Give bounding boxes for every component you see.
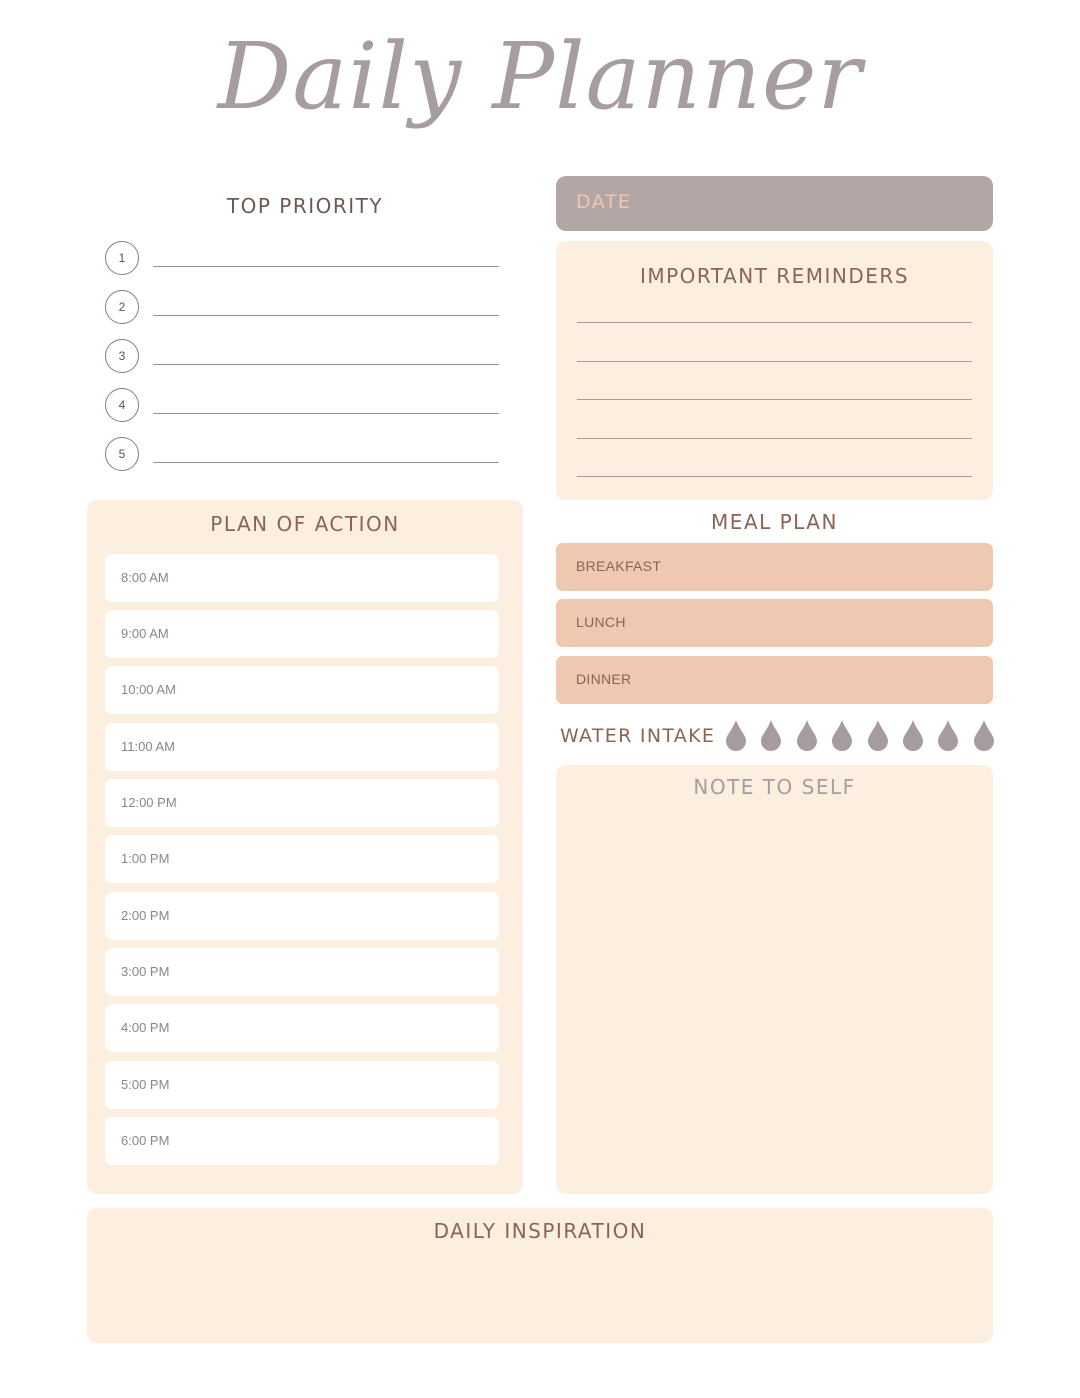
daily-inspiration-heading: DAILY INSPIRATION <box>433 1219 647 1243</box>
reminder-line[interactable] <box>577 476 972 477</box>
water-drop-icon[interactable] <box>937 719 959 751</box>
priority-number: 1 <box>105 241 139 275</box>
daily-inspiration-panel[interactable] <box>87 1208 993 1343</box>
reminder-line[interactable] <box>577 361 972 362</box>
date-label: DATE <box>576 191 632 213</box>
top-priority-panel <box>87 176 523 484</box>
priority-number: 5 <box>105 437 139 471</box>
reminders-heading: IMPORTANT REMINDERS <box>639 264 910 288</box>
page-title: Daily Planner <box>217 23 863 130</box>
note-to-self-heading: NOTE TO SELF <box>693 775 856 799</box>
water-intake-label: WATER INTAKE <box>560 725 716 747</box>
priority-item[interactable] <box>105 290 501 324</box>
priority-number: 4 <box>105 388 139 422</box>
plan-of-action-panel <box>87 500 523 1194</box>
meal-plan-heading: MEAL PLAN <box>711 510 838 534</box>
priority-line <box>153 315 499 316</box>
priority-item[interactable] <box>105 437 501 471</box>
time-slot[interactable]: 5:00 PM <box>105 1061 499 1109</box>
date-field[interactable] <box>556 176 993 231</box>
water-drop-icon[interactable] <box>796 719 818 751</box>
top-priority-heading: TOP PRIORITY <box>226 194 384 218</box>
water-drop-icon[interactable] <box>831 719 853 751</box>
time-slot[interactable]: 3:00 PM <box>105 948 499 996</box>
water-drop-icon[interactable] <box>973 719 995 751</box>
time-slot[interactable]: 2:00 PM <box>105 892 499 940</box>
plan-of-action-heading: PLAN OF ACTION <box>210 512 400 536</box>
water-drop-icon[interactable] <box>725 719 747 751</box>
priority-item[interactable] <box>105 388 501 422</box>
time-slot[interactable]: 8:00 AM <box>105 554 499 602</box>
note-to-self-panel[interactable] <box>556 765 993 1194</box>
important-reminders-panel <box>556 241 993 500</box>
time-slot[interactable]: 11:00 AM <box>105 723 499 771</box>
water-drop-icon[interactable] <box>760 719 782 751</box>
time-slot[interactable]: 6:00 PM <box>105 1117 499 1165</box>
priority-number: 2 <box>105 290 139 324</box>
priority-line <box>153 462 499 463</box>
time-slot[interactable]: 9:00 AM <box>105 610 499 658</box>
time-slot[interactable]: 1:00 PM <box>105 835 499 883</box>
reminder-line[interactable] <box>577 399 972 400</box>
water-drop-icon[interactable] <box>867 719 889 751</box>
time-slot[interactable]: 12:00 PM <box>105 779 499 827</box>
reminder-line[interactable] <box>577 438 972 439</box>
meal-breakfast[interactable]: BREAKFAST <box>556 543 993 591</box>
priority-line <box>153 364 499 365</box>
priority-line <box>153 413 499 414</box>
reminder-line[interactable] <box>577 322 972 323</box>
priority-item[interactable] <box>105 241 501 275</box>
water-drop-icon[interactable] <box>902 719 924 751</box>
priority-line <box>153 266 499 267</box>
time-slot[interactable]: 10:00 AM <box>105 666 499 714</box>
meal-dinner[interactable]: DINNER <box>556 656 993 704</box>
meal-lunch[interactable]: LUNCH <box>556 599 993 647</box>
time-slot[interactable]: 4:00 PM <box>105 1004 499 1052</box>
priority-number: 3 <box>105 339 139 373</box>
priority-item[interactable] <box>105 339 501 373</box>
